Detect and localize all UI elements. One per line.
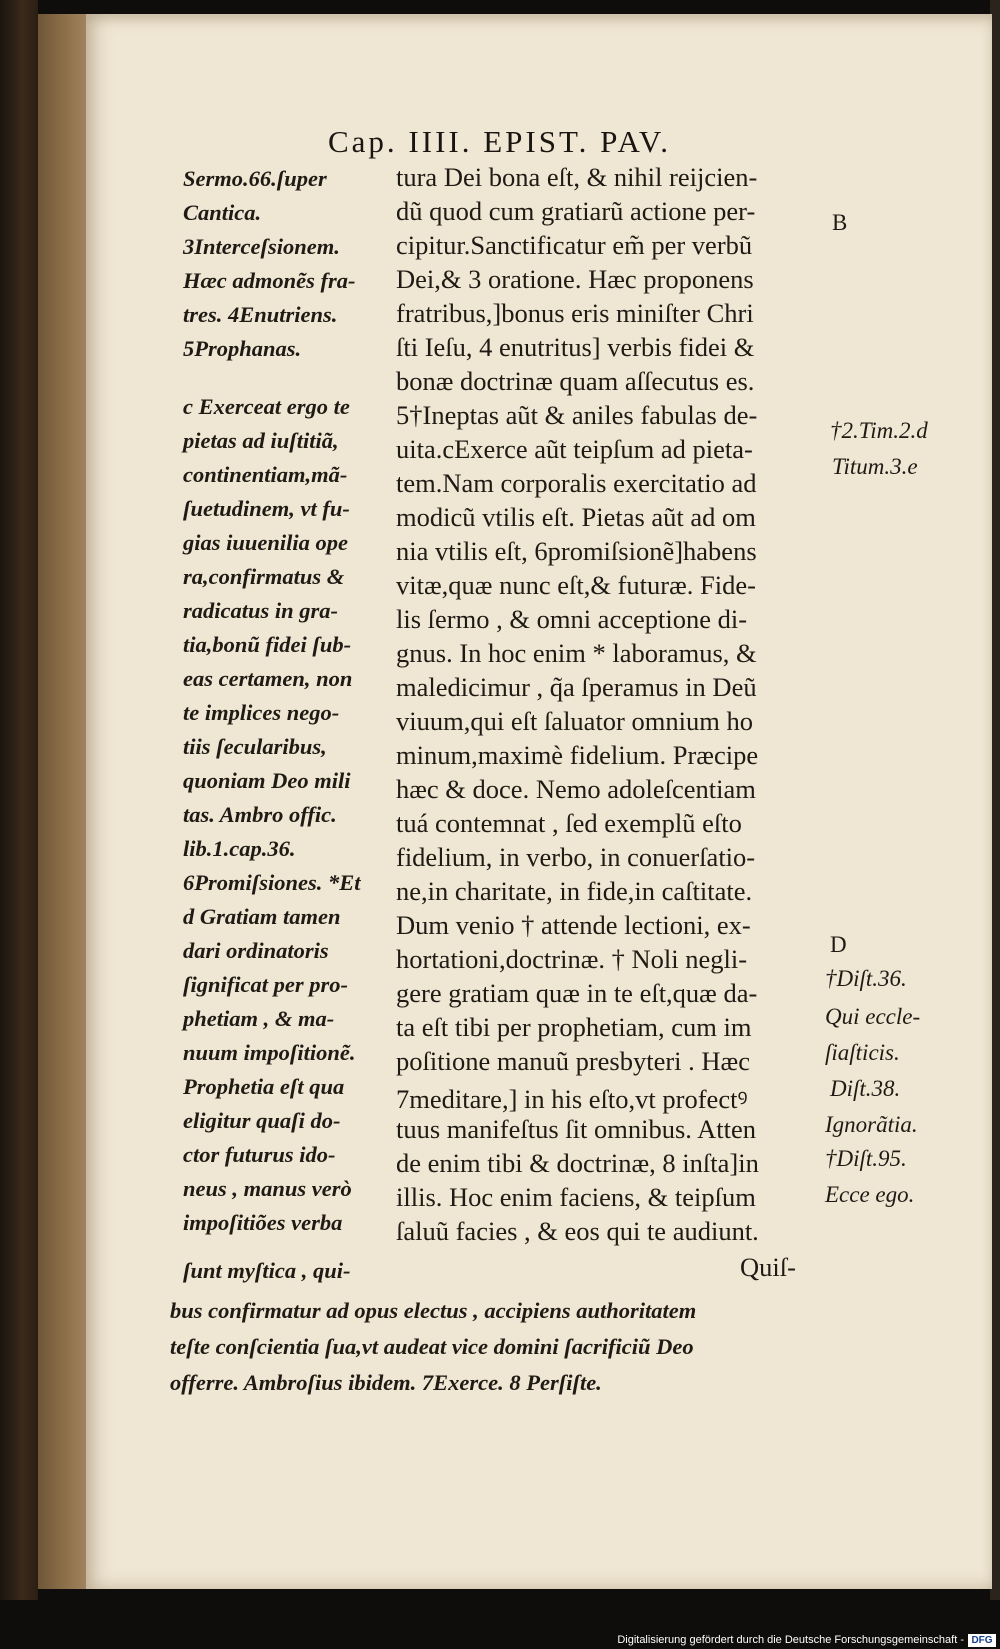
left-margin-note: Sermo.66.ſuper <box>183 166 327 191</box>
main-text-line: tura Dei bona eſt, & nihil reijcien- <box>396 162 758 192</box>
right-margin-ref: Diſt.38. <box>830 1076 901 1101</box>
right-margin-ref: ſiaſticis. <box>825 1040 900 1065</box>
main-text-line: 5†Ineptas aũt & aniles fabulas de- <box>396 400 758 430</box>
left-margin-note: nuum impoſitionẽ. <box>183 1040 356 1065</box>
left-margin-note: ctor futurus ido- <box>183 1142 336 1167</box>
left-margin-note: radicatus in gra- <box>183 598 339 623</box>
left-margin-note: c Exerceat ergo te <box>183 394 350 419</box>
main-text-line: illis. Hoc enim faciens, & teipſum <box>396 1182 756 1212</box>
left-margin-note: tres. 4Enutriens. <box>183 302 338 327</box>
main-text-line: tem.Nam corporalis exercitatio ad <box>396 468 757 498</box>
left-margin-note: ra,confirmatus & <box>183 564 345 589</box>
right-margin-ref: Ecce ego. <box>825 1182 915 1207</box>
section-letter-b: B <box>832 210 848 235</box>
main-text-line: gnus. In hoc enim * laboramus, & <box>396 638 757 668</box>
main-text-line: de enim tibi & doctrinæ, 8 inſta]in <box>396 1148 759 1178</box>
left-margin-note: pietas ad iuſtitiã, <box>183 428 339 453</box>
main-text-line: fratribus,]bonus eris miniſter Chri <box>396 298 754 328</box>
left-margin-note: te implices nego- <box>183 700 340 725</box>
left-margin-note: 3Interceſsionem. <box>183 234 340 259</box>
main-text-line: ta eſt tibi per prophetiam, cum im <box>396 1012 752 1042</box>
left-margin-note: quoniam Deo mili <box>183 768 351 793</box>
left-margin-note: ſignificat per pro- <box>183 972 348 997</box>
main-text-line: tuá contemnat , ſed exemplũ eſto <box>396 808 742 838</box>
right-margin-ref: †2.Tim.2.d <box>830 418 928 443</box>
left-margin-note: lib.1.cap.36. <box>183 836 296 861</box>
main-text-line: bonæ doctrinæ quam aſſecutus es. <box>396 366 755 396</box>
right-margin-ref: †Diſt.36. <box>825 966 907 991</box>
left-margin-note: 6Promiſsiones. *Et <box>183 870 361 895</box>
left-margin-note: continentiam,mã- <box>183 462 348 487</box>
footnote-line: bus confirmatur ad opus electus , accipiens authoritatem <box>170 1298 697 1323</box>
main-text-line: viuum,qui eſt ſaluator omnium ho <box>396 706 753 736</box>
main-text-line: hæc & doce. Nemo adoleſcentiam <box>396 774 756 804</box>
main-text-line: hortationi,doctrinæ. † Noli negli- <box>396 944 748 974</box>
main-text-line: ſaluũ facies , & eos qui te audiunt. <box>396 1216 759 1246</box>
main-text-line: poſitione manuũ presbyteri . Hæc <box>396 1046 750 1076</box>
left-margin-note: neus , manus verò <box>183 1176 352 1201</box>
left-margin-note: impoſitiões verba <box>183 1210 343 1235</box>
left-margin-note: Hæc admonẽs fra- <box>183 268 356 293</box>
catchword: Quiſ- <box>740 1252 796 1282</box>
footnote-line: offerre. Ambroſius ibidem. 7Exerce. 8 Perſiſte. <box>170 1370 602 1395</box>
left-margin-note: Prophetia eſt qua <box>183 1074 345 1099</box>
book-spine <box>38 14 90 1589</box>
main-text-line: lis ſermo , & omni acceptione di- <box>396 604 748 634</box>
main-text-line: uita.cExerce aũt teipſum ad pieta- <box>396 434 753 464</box>
left-margin-note: phetiam , & ma- <box>183 1006 335 1031</box>
left-margin-note: 5Prophanas. <box>183 336 302 361</box>
left-margin-note: ſunt myſtica , qui- <box>183 1258 351 1283</box>
main-text-line: fidelium, in verbo, in conuerſatio- <box>396 842 756 872</box>
right-margin-ref: Qui eccle- <box>825 1004 921 1029</box>
right-margin-ref: †Diſt.95. <box>825 1146 907 1171</box>
dfg-logo: DFG <box>968 1634 996 1647</box>
main-text-line: ſti Ieſu, 4 enutritus] verbis fidei & <box>396 332 755 362</box>
footnote-line: teſte conſcientia ſua,vt audeat vice domini ſacrificiũ Deo <box>170 1334 694 1359</box>
main-text-line: Dum venio † attende lectioni, ex- <box>396 910 751 940</box>
main-text-line: minum,maximè fidelium. Præcipe <box>396 740 759 770</box>
left-margin-note: d Gratiam tamen <box>183 904 341 929</box>
left-margin-note: tiis ſecularibus, <box>183 734 327 759</box>
book-binding <box>0 0 38 1600</box>
left-margin-note: gias iuuenilia ope <box>183 530 349 555</box>
right-margin-ref: Ignorãtia. <box>825 1112 918 1137</box>
left-margin-note: eas certamen, non <box>183 666 353 691</box>
running-header: Cap. IIII. EPIST. PAV. <box>328 124 672 159</box>
main-text-line: cipitur.Sanctificatur em̃ per verbũ <box>396 230 753 260</box>
left-margin-note: Cantica. <box>183 200 262 225</box>
left-margin-note: ſuetudinem, vt fu- <box>183 496 350 521</box>
main-text-line: 7meditare,] in his eſto,vt profectꝰ <box>396 1084 748 1114</box>
main-text-line: tuus manifeſtus ſit omnibus. Atten <box>396 1114 756 1144</box>
main-text-line: dũ quod cum gratiarũ actione per- <box>396 196 756 226</box>
main-text-line: Dei,& 3 oratione. Hæc proponens <box>396 264 754 294</box>
funding-credit: Digitalisierung gefördert durch die Deutsche Forschungsgemeinschaft - <box>617 1634 964 1646</box>
main-text-line: nia vtilis eſt, 6promiſsionẽ]habens <box>396 536 757 566</box>
left-margin-note: tia,bonũ fidei ſub- <box>183 632 352 657</box>
main-text-line: vitæ,quæ nunc eſt,& futuræ. Fide- <box>396 570 756 600</box>
left-margin-note: dari ordinatoris <box>183 938 329 963</box>
main-text-line: maledicimur , q̃a ſperamus in Deũ <box>396 672 757 702</box>
main-text-line: modicũ vtilis eſt. Pietas aũt ad om <box>396 502 756 532</box>
main-text-line: ne,in charitate, in fide,in caſtitate. <box>396 876 753 906</box>
main-text-line: gere gratiam quæ in te eſt,quæ da- <box>396 978 758 1008</box>
right-margin-ref: Titum.3.e <box>832 454 918 479</box>
left-margin-note: tas. Ambro offic. <box>183 802 337 827</box>
section-letter-d: D <box>830 932 847 957</box>
left-margin-note: eligitur quaſi do- <box>183 1108 341 1133</box>
